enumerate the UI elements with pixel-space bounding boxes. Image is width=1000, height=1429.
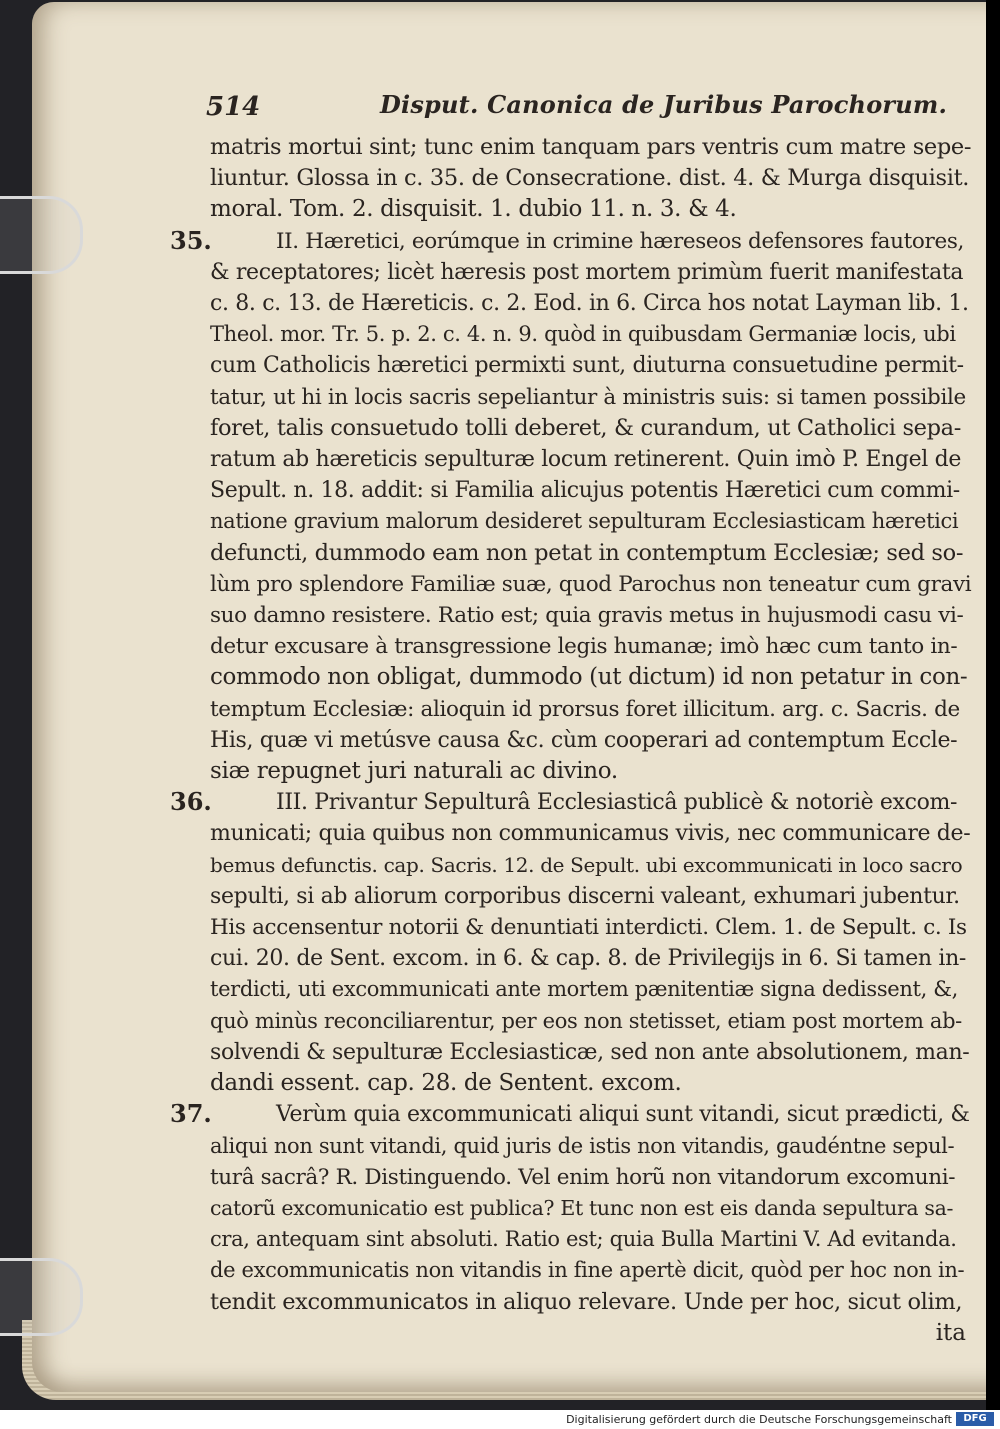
text-line: dandi essent. cap. 28. de Sentent. excom. xyxy=(210,1070,682,1097)
text-line: tatur, ut hi in locis sacris sepeliantur à ministris suis: si tamen possibile xyxy=(210,384,966,410)
text-line: commodo non obligat, dummodo (ut dictum) id non petatur in con- xyxy=(210,664,968,691)
text-line: quò minùs reconciliarentur, per eos non stetisset, etiam post mortem ab- xyxy=(210,1008,962,1033)
section-36 xyxy=(170,787,971,1099)
text-line: terdicti, uti excommunicati ante mortem pænitentiæ signa dedissent, &, xyxy=(210,977,958,1002)
page-number: 514 xyxy=(206,92,261,122)
running-head xyxy=(180,88,970,132)
text-line: matris mortui sint; tunc enim tanquam pars ventris cum matre sepe- xyxy=(210,134,972,160)
catchword: ita xyxy=(935,1319,966,1346)
section-37 xyxy=(170,1099,970,1317)
text-line: bemus defunctis. cap. Sacris. 12. de Sepult. ubi excommunicati in loco sacro xyxy=(210,852,963,877)
text-line: siæ repugnet juri naturali ac divino. xyxy=(210,758,618,785)
text-line: catorũ excomunicatio est publica? Et tunc non est eis danda sepultura sa- xyxy=(210,1195,954,1220)
text-line: His accensentur notorii & denuntiati interdicti. Clem. 1. de Sepult. c. Is xyxy=(210,915,967,941)
text-line: cra, antequam sint absoluti. Ratio est; quia Bulla Martini V. Ad evitanda. xyxy=(210,1227,957,1252)
text-line: defuncti, dummodo eam non petat in contemptum Ecclesiæ; sed so- xyxy=(210,539,964,566)
margin-number: 37. xyxy=(170,1099,212,1129)
page-clip-top xyxy=(0,196,83,274)
intro-paragraph xyxy=(180,132,970,226)
text-line: turâ sacrâ? R. Distinguendo. Vel enim horũ non vitandorum excomuni- xyxy=(210,1164,956,1190)
page-clip-bottom xyxy=(0,1258,83,1336)
text-line: municati; quia quibus non communicamus vivis, nec communicare de- xyxy=(210,821,971,847)
text-line: temptum Ecclesiæ: alioquin id prorsus foret illicitum. arg. c. Sacris. de xyxy=(210,696,960,722)
page-text xyxy=(170,88,972,1349)
text-line: II. Hæretici, eorúmque in crimine hæreseos defensores fautores, xyxy=(276,228,964,254)
text-line: de excommunicatis non vitandis in fine apertè dicit, quòd per hoc non in- xyxy=(210,1258,965,1283)
text-line: suo damno resistere. Ratio est; quia gravis metus in hujusmodi casu vi- xyxy=(210,603,964,629)
text-line: natione gravium malorum desideret sepulturam Ecclesiasticam hæretici xyxy=(210,509,959,534)
margin-number: 35. xyxy=(170,225,212,255)
funding-credit: Digitalisierung gefördert durch die Deutsche Forschungsgemeinschaft xyxy=(566,1413,952,1426)
text-line: solvendi & sepulturæ Ecclesiasticæ, sed non ante absolutionem, man- xyxy=(210,1039,970,1065)
text-line: cum Catholicis hæretici permixti sunt, diuturna consuetudine permit- xyxy=(210,353,964,379)
text-line: III. Privantur Sepulturâ Ecclesiasticâ publicè & notoriè excom- xyxy=(276,790,958,816)
text-line: sepulti, si ab aliorum corporibus discerni valeant, exhumari jubentur. xyxy=(210,883,960,909)
text-line: detur excusare à transgressione legis humanæ; imò hæc cum tanto in- xyxy=(210,634,958,660)
text-line: His, quæ vi metúsve causa &c. cùm cooperari ad contemptum Eccle- xyxy=(210,727,958,753)
text-line: ratum ab hæreticis sepulturæ locum retinerent. Quin imò P. Engel de xyxy=(210,447,962,473)
text-line: aliqui non sunt vitandi, quid juris de istis non vitandis, gaudéntne sepul- xyxy=(210,1133,955,1158)
header-title: Disput. Canonica de Juribus Parochorum. xyxy=(380,90,948,119)
margin-number: 36. xyxy=(170,787,212,817)
text-line: cui. 20. de Sent. excom. in 6. & cap. 8. de Privilegijs in 6. Si tamen in- xyxy=(210,946,966,972)
footer-bar xyxy=(0,1410,1000,1429)
text-line: liuntur. Glossa in c. 35. de Consecratione. dist. 4. & Murga disquisit. xyxy=(210,165,970,192)
dfg-logo: DFG xyxy=(956,1412,994,1426)
text-line: lùm pro splendore Familiæ suæ, quod Parochus non teneatur cum gravi xyxy=(210,571,972,597)
text-line: moral. Tom. 2. disquisit. 1. dubio 11. n. 3. & 4. xyxy=(210,196,737,223)
text-line: tendit excommunicatos in aliquo relevare. Unde per hoc, sicut olim, xyxy=(210,1288,963,1315)
text-line: c. 8. c. 13. de Hæreticis. c. 2. Eod. in 6. Circa hos notat Layman lib. 1. xyxy=(210,291,969,317)
text-line: Sepult. n. 18. addit: si Familia alicujus potentis Hæretici cum commi- xyxy=(210,478,960,504)
scan-edge-strip xyxy=(986,0,1000,1410)
text-line: foret, talis consuetudo tolli deberet, & curandum, ut Catholici sepa- xyxy=(210,414,961,441)
text-line: Verùm quia excommunicati aliqui sunt vitandi, sicut prædicti, & xyxy=(276,1102,970,1128)
text-line: & receptatores; licèt hæresis post mortem primùm fuerit manifestata xyxy=(210,259,964,285)
text-line: Theol. mor. Tr. 5. p. 2. c. 4. n. 9. quòd in quibusdam Germaniæ locis, ubi xyxy=(210,322,956,347)
section-35 xyxy=(170,225,972,788)
